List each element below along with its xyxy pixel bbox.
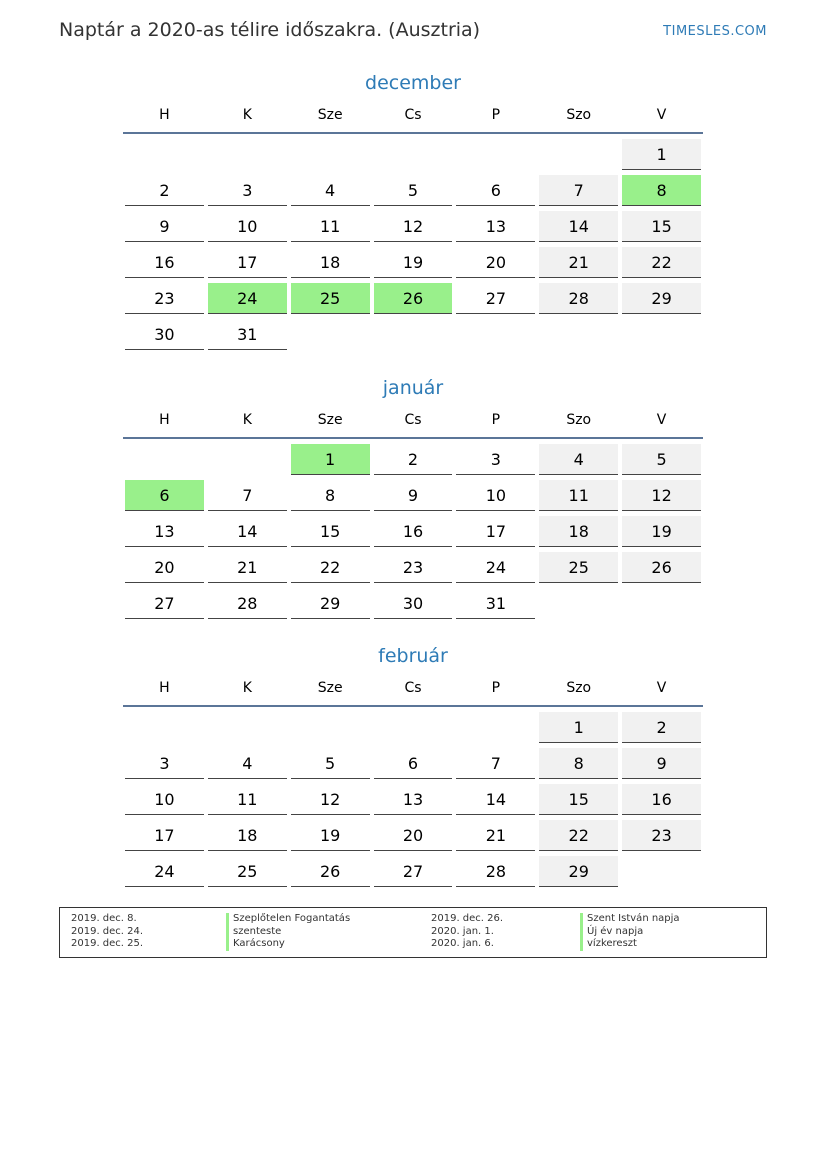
legend-date: 2020. jan. 1.: [431, 925, 494, 937]
empty-day-cell: [456, 712, 535, 743]
legend-holiday-name: Új év napja: [580, 926, 680, 939]
day-cell: 1: [539, 712, 618, 743]
week-row: [123, 747, 703, 783]
day-cell: 30: [374, 588, 453, 619]
day-cell: 6: [374, 748, 453, 779]
day-cell: 20: [456, 247, 535, 278]
month-title: január: [382, 377, 444, 399]
day-cell: 13: [456, 211, 535, 242]
day-cell: 3: [456, 444, 535, 475]
day-cell: 28: [539, 283, 618, 314]
week-row: [123, 282, 703, 318]
holiday-legend: [59, 907, 767, 958]
empty-day-cell: [291, 319, 370, 350]
day-cell: 22: [539, 820, 618, 851]
weekday-label: K: [242, 680, 252, 696]
holiday-day-cell: 26: [374, 283, 453, 314]
day-cell: 16: [125, 247, 204, 278]
week-row: [123, 443, 703, 479]
day-cell: 12: [291, 784, 370, 815]
day-cell: 20: [125, 552, 204, 583]
empty-day-cell: [539, 139, 618, 170]
day-cell: 4: [208, 748, 287, 779]
brand-link[interactable]: TIMESLES.COM: [663, 24, 767, 39]
day-cell: 5: [622, 444, 701, 475]
empty-day-cell: [374, 319, 453, 350]
day-grid: [123, 711, 703, 891]
day-cell: 17: [125, 820, 204, 851]
day-cell: 25: [208, 856, 287, 887]
week-row: [123, 855, 703, 891]
day-cell: 3: [125, 748, 204, 779]
week-row: [123, 551, 703, 587]
day-cell: 10: [456, 480, 535, 511]
day-cell: 5: [374, 175, 453, 206]
day-cell: 21: [539, 247, 618, 278]
day-cell: 8: [291, 480, 370, 511]
day-cell: 22: [622, 247, 701, 278]
weekday-label: Cs: [404, 412, 422, 428]
weekday-label: Sze: [317, 107, 343, 123]
month-december: [123, 68, 703, 354]
weekday-label: V: [656, 680, 667, 696]
day-cell: 7: [456, 748, 535, 779]
week-row: [123, 783, 703, 819]
legend-holiday-name: szenteste: [226, 926, 350, 939]
day-cell: 11: [208, 784, 287, 815]
day-cell: 7: [539, 175, 618, 206]
weekday-label: Szo: [566, 412, 592, 428]
day-cell: 12: [374, 211, 453, 242]
day-cell: 8: [539, 748, 618, 779]
empty-day-cell: [125, 444, 204, 475]
day-cell: 17: [456, 516, 535, 547]
day-cell: 15: [622, 211, 701, 242]
day-cell: 4: [291, 175, 370, 206]
weekday-label: H: [159, 107, 170, 123]
holiday-day-cell: 1: [291, 444, 370, 475]
day-cell: 4: [539, 444, 618, 475]
day-cell: 23: [374, 552, 453, 583]
day-cell: 10: [208, 211, 287, 242]
legend-names-col-2: [580, 913, 680, 951]
legend-date: 2019. dec. 25.: [71, 938, 144, 949]
day-cell: 31: [208, 319, 287, 350]
month-january: [123, 373, 703, 623]
day-cell: 18: [291, 247, 370, 278]
day-cell: 22: [291, 552, 370, 583]
day-cell: 31: [456, 588, 535, 619]
day-grid: [123, 138, 703, 354]
holiday-day-cell: 6: [125, 480, 204, 511]
day-cell: 1: [622, 139, 701, 170]
legend-dates-col-2: [431, 913, 503, 951]
legend-holiday-name: Szent István napja: [580, 913, 680, 926]
day-cell: 24: [125, 856, 204, 887]
day-cell: 24: [456, 552, 535, 583]
empty-day-cell: [622, 588, 701, 619]
weekday-header-row: [123, 98, 703, 134]
weekday-label: Szo: [566, 680, 592, 696]
day-cell: 28: [208, 588, 287, 619]
day-cell: 9: [374, 480, 453, 511]
day-cell: 23: [622, 820, 701, 851]
empty-day-cell: [125, 712, 204, 743]
empty-day-cell: [622, 319, 701, 350]
day-cell: 10: [125, 784, 204, 815]
weekday-header-row: [123, 671, 703, 707]
day-cell: 27: [125, 588, 204, 619]
weekday-label: H: [159, 680, 170, 696]
day-cell: 2: [125, 175, 204, 206]
day-cell: 16: [622, 784, 701, 815]
day-cell: 16: [374, 516, 453, 547]
day-cell: 6: [456, 175, 535, 206]
empty-day-cell: [291, 139, 370, 170]
empty-day-cell: [291, 712, 370, 743]
week-row: [123, 479, 703, 515]
day-cell: 26: [291, 856, 370, 887]
week-row: [123, 819, 703, 855]
day-cell: 14: [456, 784, 535, 815]
weekday-label: V: [656, 107, 667, 123]
day-cell: 29: [539, 856, 618, 887]
weekday-label: K: [242, 412, 252, 428]
day-cell: 27: [374, 856, 453, 887]
legend-date: 2020. jan. 6.: [431, 938, 494, 949]
day-cell: 11: [291, 211, 370, 242]
day-cell: 13: [125, 516, 204, 547]
week-row: [123, 587, 703, 623]
legend-dates-col-1: [71, 913, 143, 951]
day-cell: 3: [208, 175, 287, 206]
day-cell: 20: [374, 820, 453, 851]
day-cell: 14: [539, 211, 618, 242]
page-title: Naptár a 2020-as télire időszakra. (Ausztria): [59, 19, 481, 41]
empty-day-cell: [456, 139, 535, 170]
legend-names-col-1: [226, 913, 350, 951]
empty-day-cell: [208, 444, 287, 475]
day-cell: 15: [291, 516, 370, 547]
day-cell: 19: [291, 820, 370, 851]
day-cell: 15: [539, 784, 618, 815]
holiday-day-cell: 24: [208, 283, 287, 314]
day-cell: 17: [208, 247, 287, 278]
empty-day-cell: [456, 319, 535, 350]
legend-date: 2019. dec. 8.: [71, 913, 137, 924]
day-cell: 27: [456, 283, 535, 314]
weekday-label: K: [242, 107, 252, 123]
empty-day-cell: [374, 139, 453, 170]
day-cell: 14: [208, 516, 287, 547]
day-cell: 2: [622, 712, 701, 743]
weekday-label: Cs: [404, 107, 422, 123]
week-row: [123, 515, 703, 551]
day-cell: 30: [125, 319, 204, 350]
day-cell: 12: [622, 480, 701, 511]
empty-day-cell: [539, 319, 618, 350]
week-row: [123, 246, 703, 282]
weekday-label: P: [491, 412, 501, 428]
legend-holiday-name: vízkereszt: [580, 938, 680, 951]
day-cell: 13: [374, 784, 453, 815]
empty-day-cell: [622, 856, 701, 887]
day-cell: 26: [622, 552, 701, 583]
holiday-day-cell: 8: [622, 175, 701, 206]
weekday-label: V: [656, 412, 667, 428]
day-cell: 7: [208, 480, 287, 511]
weekday-label: P: [491, 680, 501, 696]
legend-date: 2019. dec. 26.: [431, 913, 504, 924]
month-february: [123, 641, 703, 891]
day-cell: 28: [456, 856, 535, 887]
day-cell: 9: [622, 748, 701, 779]
day-cell: 18: [208, 820, 287, 851]
week-row: [123, 318, 703, 354]
weekday-label: Sze: [317, 680, 343, 696]
day-cell: 23: [125, 283, 204, 314]
weekday-label: Szo: [566, 107, 592, 123]
legend-holiday-name: Karácsony: [226, 938, 350, 951]
month-title: december: [365, 72, 461, 94]
weekday-label: Cs: [404, 680, 422, 696]
empty-day-cell: [208, 712, 287, 743]
week-row: [123, 174, 703, 210]
holiday-day-cell: 25: [291, 283, 370, 314]
day-cell: 29: [291, 588, 370, 619]
empty-day-cell: [125, 139, 204, 170]
weekday-label: H: [159, 412, 170, 428]
empty-day-cell: [539, 588, 618, 619]
empty-day-cell: [374, 712, 453, 743]
day-cell: 2: [374, 444, 453, 475]
day-cell: 11: [539, 480, 618, 511]
legend-holiday-name: Szeplőtelen Fogantatás: [226, 913, 350, 926]
empty-day-cell: [208, 139, 287, 170]
day-cell: 21: [208, 552, 287, 583]
day-cell: 29: [622, 283, 701, 314]
weekday-label: P: [491, 107, 501, 123]
day-cell: 5: [291, 748, 370, 779]
week-row: [123, 210, 703, 246]
day-cell: 18: [539, 516, 618, 547]
legend-date: 2019. dec. 24.: [71, 925, 144, 937]
weekday-header-row: [123, 403, 703, 439]
week-row: [123, 138, 703, 174]
day-grid: [123, 443, 703, 623]
day-cell: 25: [539, 552, 618, 583]
month-title: február: [378, 645, 448, 667]
day-cell: 19: [374, 247, 453, 278]
day-cell: 9: [125, 211, 204, 242]
day-cell: 21: [456, 820, 535, 851]
day-cell: 19: [622, 516, 701, 547]
weekday-label: Sze: [317, 412, 343, 428]
week-row: [123, 711, 703, 747]
